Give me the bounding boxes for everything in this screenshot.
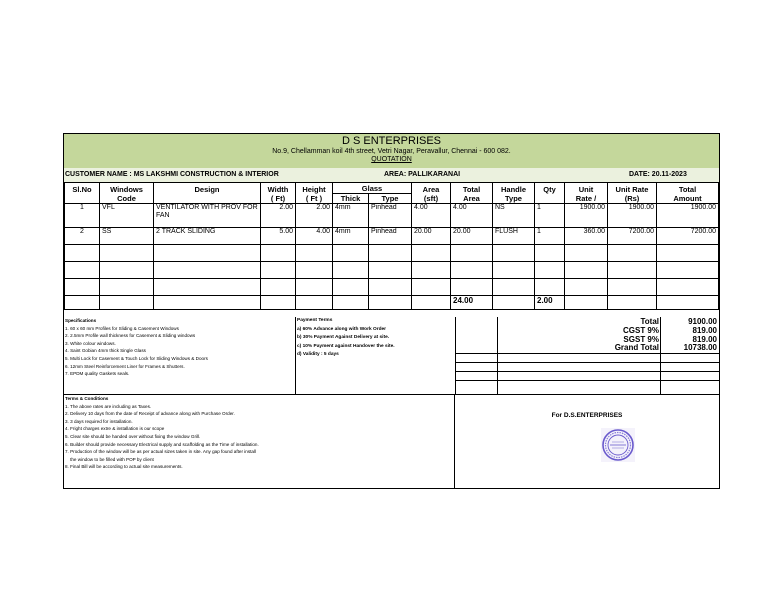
col-height: Height <box>296 183 333 194</box>
col-slno: Sl.No <box>65 183 100 194</box>
specifications-title: Specifications <box>65 318 97 323</box>
col-handle: Handle <box>493 183 535 194</box>
empty-row <box>65 262 719 279</box>
terms-item: 6. Builder should provide necessary Electrical supply and scaffolding as the Time of installation. <box>65 441 259 447</box>
terms-title: Terms & Conditions <box>65 396 109 401</box>
row-design: VENTILATOR WITH PROV FOR FAN <box>154 204 261 228</box>
col-width-unit: ( Ft) <box>261 194 296 204</box>
customer-bar <box>64 168 719 183</box>
col-unit-rate-rs-2: (Rs) <box>608 194 657 204</box>
terms-item: 7. Production of the window will be as per actual sizes taken in site. Any gap found after install <box>65 449 257 455</box>
terms-item: 4. Fright charges extre & installation is our scope <box>65 426 165 432</box>
empty-row <box>65 245 719 262</box>
quotation-date: DATE: 20.11-2023 <box>629 171 687 178</box>
company-name: D S ENTERPRISES <box>341 135 442 147</box>
col-width: Width <box>261 183 296 194</box>
payment-item: d) Validity : 5 days <box>297 352 339 357</box>
row-amount: 1900.00 <box>657 204 719 228</box>
letterhead <box>64 134 719 169</box>
payment-terms-title: Payment Terms <box>297 318 333 323</box>
row-unit-rate: 1900.00 <box>565 204 608 228</box>
row-total-area: 20.00 <box>451 228 493 245</box>
col-windows-code-2: Code <box>100 194 154 204</box>
col-unit-rate-rs: Unit Rate <box>608 183 657 194</box>
row-unit-rate: 360.00 <box>565 228 608 245</box>
quotation-sheet <box>63 133 720 489</box>
cgst-row <box>456 327 719 335</box>
row-area: 20.00 <box>412 228 451 245</box>
payment-terms <box>296 317 455 395</box>
cgst-label: CGST 9% <box>622 326 659 335</box>
payment-item: c) 10% Payment against Handover the site. <box>297 343 395 349</box>
col-glass-thick: Thick <box>333 194 369 204</box>
table-row <box>65 228 719 245</box>
company-stamp <box>600 427 636 463</box>
row-type: Pinhead <box>369 204 412 228</box>
sgst-value: 819.00 <box>692 335 717 344</box>
cgst-value: 819.00 <box>692 326 717 335</box>
spec-item: 7. EPDM quality Gaskets seals. <box>65 371 130 377</box>
total-value: 9100.00 <box>688 317 717 326</box>
spec-item: 6. 12mm Steel Reinforcement Liner for Frames & Shutters. <box>65 363 185 369</box>
col-handle-2: Type <box>493 194 535 204</box>
items-table <box>64 182 719 310</box>
sum-qty: 2.00 <box>535 296 565 310</box>
header-row-1 <box>65 183 719 194</box>
spec-item: 5. Multi Lock for Casement & Touch Lock for Sliding Windows & Doors <box>65 355 208 361</box>
grand-total-row <box>456 344 719 352</box>
document-title: QUOTATION <box>371 156 412 163</box>
sum-total-area: 24.00 <box>451 296 493 310</box>
row-qty: 1 <box>535 228 565 245</box>
col-total-amount-2: Amount <box>657 194 719 204</box>
row-height: 2.00 <box>296 204 333 228</box>
col-qty: Qty <box>535 183 565 194</box>
sum-row <box>65 296 719 310</box>
col-total-area-2: Area <box>451 194 493 204</box>
spec-item: 4. Saint Gobian 4mm thick Single Glass <box>65 348 146 354</box>
total-row <box>456 318 719 326</box>
specifications <box>64 317 296 395</box>
row-unit-rate-rs: 7200.00 <box>608 228 657 245</box>
row-handle: FLUSH <box>493 228 535 245</box>
signature-area <box>455 395 719 488</box>
total-label: Total <box>640 317 659 326</box>
payment-item: b) 30% Payment Against Delivery at site. <box>297 335 390 340</box>
row-width: 2.00 <box>261 204 296 228</box>
row-qty: 1 <box>535 204 565 228</box>
customer-area: AREA: PALLIKARANAI <box>384 171 461 178</box>
header-row-2 <box>65 194 719 204</box>
col-glass-type: Type <box>369 194 412 204</box>
row-unit-rate-rs: 1900.00 <box>608 204 657 228</box>
col-design: Design <box>154 183 261 194</box>
row-type: Pinhead <box>369 228 412 245</box>
terms-item: 8. Final Bill will be according to actual site measurements. <box>65 464 183 470</box>
row-thick: 4mm <box>333 228 369 245</box>
terms-conditions <box>64 395 455 488</box>
row-slno: 1 <box>65 204 100 228</box>
row-thick: 4mm <box>333 204 369 228</box>
footer-section <box>64 317 719 488</box>
totals-box <box>455 317 719 395</box>
row-area: 4.00 <box>412 204 451 228</box>
col-windows-code: Windows <box>100 183 154 194</box>
spec-item: 2. 2.5mm Profile wall thickness for Casement & Sliding windows <box>65 333 196 339</box>
company-address: No.9, Chellamman koil 4th street, Vetri Nagar, Peravallur, Chennai - 600 082. <box>272 148 511 155</box>
table-row <box>65 204 719 228</box>
terms-item: 3. 3 days required for installation. <box>65 418 133 424</box>
row-total-area: 4.00 <box>451 204 493 228</box>
customer-name: CUSTOMER NAME : MS LAKSHMI CONSTRUCTION & INTERIOR <box>65 171 279 178</box>
grand-total-value: 10738.00 <box>683 343 717 352</box>
col-area: Area <box>412 183 451 194</box>
col-height-unit: ( Ft ) <box>296 194 333 204</box>
row-width: 5.00 <box>261 228 296 245</box>
sgst-label: SGST 9% <box>623 335 659 344</box>
spec-item: 3. White colour windows. <box>65 340 116 346</box>
col-unit-rate-2: Rate / <box>565 194 608 204</box>
row-code: VFL <box>100 204 154 228</box>
terms-item: the window to be filled with POP by client <box>65 456 154 462</box>
terms-item: 5. Clear site should be handed over without fixing the window Grill. <box>65 433 201 439</box>
col-unit-rate: Unit <box>565 183 608 194</box>
grand-total-label: Grand Total <box>614 343 659 352</box>
for-company-label: For D.S.ENTERPRISES <box>551 412 623 419</box>
row-amount: 7200.00 <box>657 228 719 245</box>
terms-item: 2. Delivery 10 days from the date of Receipt of advance along with Purchase Order. <box>65 411 235 417</box>
row-slno: 2 <box>65 228 100 245</box>
sgst-row <box>456 336 719 344</box>
terms-item: 1. The above rates are including as Taxes. <box>65 403 152 409</box>
row-height: 4.00 <box>296 228 333 245</box>
empty-row <box>65 279 719 296</box>
col-area-unit: (sft) <box>412 194 451 204</box>
col-total-amount: Total <box>657 183 719 194</box>
payment-item: a) 60% Advance along with Work Order <box>297 326 387 332</box>
row-design: 2 TRACK SLIDING <box>154 228 261 245</box>
spec-item: 1. 60 x 60 mm Profiles for Sliding & Casement Windows <box>65 325 179 331</box>
row-code: SS <box>100 228 154 245</box>
row-handle: NS <box>493 204 535 228</box>
col-total-area: Total <box>451 183 493 194</box>
col-glass: Glass <box>333 183 412 194</box>
